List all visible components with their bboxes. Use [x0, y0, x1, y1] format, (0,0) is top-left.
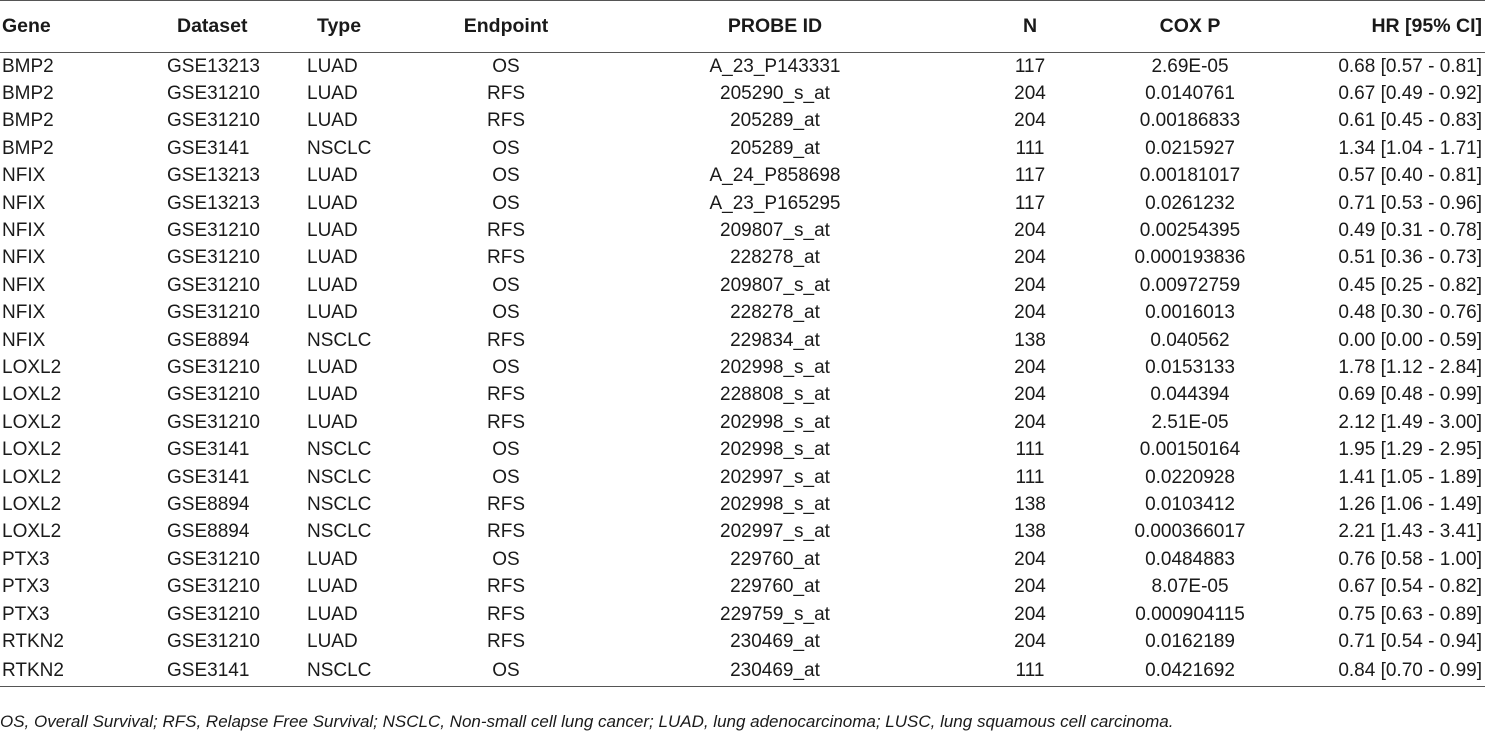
- cell-probe-id: 229834_at: [730, 329, 820, 351]
- cell-gene: LOXL2: [2, 439, 62, 461]
- cell-n: 138: [1014, 329, 1046, 351]
- cell-cox-p: 0.0016013: [1145, 302, 1235, 324]
- cell-hr-ci: 0.71 [0.54 - 0.94]: [1338, 630, 1482, 652]
- cell-endpoint: OS: [492, 548, 520, 570]
- cell-gene: PTX3: [2, 603, 50, 625]
- cell-hr-ci: 0.75 [0.63 - 0.89]: [1338, 603, 1482, 625]
- cell-probe-id: 209807_s_at: [720, 274, 830, 296]
- table-row: [0, 464, 1485, 491]
- cell-n: 138: [1014, 493, 1046, 515]
- cell-n: 204: [1014, 83, 1046, 105]
- table-row: [0, 354, 1485, 381]
- cell-endpoint: OS: [492, 137, 520, 159]
- cell-cox-p: 2.51E-05: [1151, 411, 1229, 433]
- header-dataset: Dataset: [167, 1, 307, 53]
- cell-hr-ci: 0.00 [0.00 - 0.59]: [1338, 329, 1482, 351]
- cell-endpoint: OS: [492, 274, 520, 296]
- cell-dataset: GSE31210: [167, 83, 260, 105]
- cell-gene: LOXL2: [2, 493, 62, 515]
- cell-cox-p: 0.0162189: [1145, 630, 1235, 652]
- table-row: [0, 573, 1485, 600]
- cell-dataset: GSE31210: [167, 603, 260, 625]
- cell-n: 204: [1014, 630, 1046, 652]
- cell-type: LUAD: [307, 411, 358, 433]
- cell-hr-ci: 0.45 [0.25 - 0.82]: [1338, 274, 1482, 296]
- cell-dataset: GSE31210: [167, 247, 260, 269]
- cell-gene: RTKN2: [2, 630, 64, 652]
- cell-probe-id: 202998_s_at: [720, 439, 830, 461]
- cell-type: LUAD: [307, 247, 358, 269]
- cell-cox-p: 0.00254395: [1139, 220, 1241, 242]
- table-row: [0, 656, 1485, 687]
- cell-dataset: GSE13213: [167, 165, 260, 187]
- cell-type: LUAD: [307, 192, 358, 214]
- cell-gene: LOXL2: [2, 466, 62, 488]
- cell-probe-id: A_23_P165295: [709, 192, 841, 214]
- cell-endpoint: RFS: [487, 603, 525, 625]
- cell-n: 117: [1014, 165, 1046, 187]
- cell-n: 204: [1014, 603, 1046, 625]
- cell-dataset: GSE3141: [167, 656, 307, 687]
- cell-endpoint: RFS: [487, 83, 525, 105]
- header-gene: Gene: [0, 1, 167, 53]
- table-row: [0, 327, 1485, 354]
- cell-cox-p: 0.00972759: [1139, 274, 1241, 296]
- cell-cox-p: 0.00150164: [1139, 439, 1241, 461]
- cell-dataset: GSE31210: [167, 220, 260, 242]
- cell-cox-p: 0.0220928: [1145, 466, 1235, 488]
- table-row: [0, 300, 1485, 327]
- table-row: [0, 382, 1485, 409]
- cell-probe-id: 230469_at: [575, 656, 975, 687]
- cell-dataset: GSE3141: [167, 439, 250, 461]
- cell-dataset: GSE8894: [167, 493, 250, 515]
- cell-endpoint: RFS: [487, 247, 525, 269]
- table-row: [0, 217, 1485, 244]
- cell-type: NSCLC: [307, 521, 372, 543]
- cell-cox-p: 0.0153133: [1145, 356, 1235, 378]
- cell-dataset: GSE31210: [167, 110, 260, 132]
- cell-n: 204: [1014, 384, 1046, 406]
- cell-probe-id: 202997_s_at: [720, 466, 830, 488]
- cell-n: 138: [1014, 521, 1046, 543]
- cell-type: NSCLC: [307, 137, 372, 159]
- cell-type: LUAD: [307, 55, 358, 77]
- cell-cox-p: 0.0215927: [1145, 137, 1235, 159]
- cell-cox-p: 0.00181017: [1139, 165, 1241, 187]
- cell-cox-p: 0.040562: [1150, 329, 1230, 351]
- cell-cox-p: 0.0261232: [1145, 192, 1235, 214]
- cell-dataset: GSE3141: [167, 137, 250, 159]
- table-row: [0, 491, 1485, 518]
- cell-endpoint: OS: [437, 656, 575, 687]
- cell-hr-ci: 0.84 [0.70 - 0.99]: [1295, 656, 1485, 687]
- cell-gene: LOXL2: [2, 384, 62, 406]
- cell-endpoint: OS: [492, 165, 520, 187]
- cell-dataset: GSE31210: [167, 274, 260, 296]
- cell-cox-p: 0.000904115: [1135, 603, 1245, 625]
- cell-dataset: GSE31210: [167, 356, 260, 378]
- cell-cox-p: 0.000193836: [1134, 247, 1246, 269]
- cell-n: 204: [1014, 302, 1046, 324]
- table-row: [0, 546, 1485, 573]
- cell-endpoint: OS: [492, 356, 520, 378]
- cell-endpoint: OS: [492, 439, 520, 461]
- cell-gene: NFIX: [2, 192, 46, 214]
- cell-n: 204: [1014, 247, 1046, 269]
- header-hr-ci: HR [95% CI]: [1295, 1, 1485, 53]
- cell-type: LUAD: [307, 630, 358, 652]
- cell-dataset: GSE31210: [167, 548, 260, 570]
- cell-gene: NFIX: [2, 302, 46, 324]
- cell-probe-id: 205290_s_at: [720, 83, 830, 105]
- cell-gene: BMP2: [2, 83, 54, 105]
- header-row: [0, 1, 1485, 53]
- cell-probe-id: 202998_s_at: [720, 493, 830, 515]
- cell-cox-p: 8.07E-05: [1151, 576, 1229, 598]
- cell-dataset: GSE13213: [167, 55, 260, 77]
- cell-type: LUAD: [307, 302, 358, 324]
- cell-hr-ci: 2.21 [1.43 - 3.41]: [1338, 521, 1482, 543]
- cell-hr-ci: 0.69 [0.48 - 0.99]: [1338, 384, 1482, 406]
- table-row: [0, 519, 1485, 546]
- cell-hr-ci: 2.12 [1.49 - 3.00]: [1338, 411, 1482, 433]
- cell-gene: PTX3: [2, 576, 50, 598]
- cell-hr-ci: 0.61 [0.45 - 0.83]: [1338, 110, 1482, 132]
- table-row: [0, 409, 1485, 436]
- cell-dataset: GSE31210: [167, 576, 260, 598]
- cell-type: LUAD: [307, 220, 358, 242]
- cell-probe-id: 202998_s_at: [720, 411, 830, 433]
- cell-type: LUAD: [307, 384, 358, 406]
- cell-dataset: GSE31210: [167, 411, 260, 433]
- cell-type: LUAD: [307, 83, 358, 105]
- cell-hr-ci: 1.95 [1.29 - 2.95]: [1338, 439, 1482, 461]
- cell-probe-id: 229759_s_at: [720, 603, 830, 625]
- cell-endpoint: RFS: [487, 329, 525, 351]
- cell-n: 204: [1014, 548, 1046, 570]
- cell-endpoint: RFS: [487, 384, 525, 406]
- cell-probe-id: 202998_s_at: [720, 356, 830, 378]
- cell-n: 204: [1014, 576, 1046, 598]
- cell-type: LUAD: [307, 356, 358, 378]
- cell-type: NSCLC: [307, 329, 372, 351]
- table-row: [0, 245, 1485, 272]
- cell-hr-ci: 0.67 [0.54 - 0.82]: [1338, 576, 1482, 598]
- cell-n: 204: [1014, 220, 1046, 242]
- cell-n: 111: [975, 656, 1085, 687]
- cell-endpoint: RFS: [487, 521, 525, 543]
- cell-type: LUAD: [307, 603, 358, 625]
- cell-n: 111: [1015, 439, 1045, 461]
- table-row: [0, 108, 1485, 135]
- cell-probe-id: 228808_s_at: [720, 384, 830, 406]
- cell-n: 204: [1014, 356, 1046, 378]
- header-probe-id: PROBE ID: [575, 1, 975, 53]
- cell-gene: BMP2: [2, 137, 54, 159]
- header-cox-p: COX P: [1085, 1, 1295, 53]
- table-row: [0, 163, 1485, 190]
- cell-cox-p: 0.000366017: [1134, 521, 1246, 543]
- cell-cox-p: 0.0484883: [1145, 548, 1235, 570]
- cell-probe-id: 228278_at: [730, 302, 820, 324]
- cell-probe-id: 205289_at: [730, 110, 820, 132]
- cell-cox-p: 0.0421692: [1085, 656, 1295, 687]
- table-row: [0, 80, 1485, 107]
- cell-type: LUAD: [307, 576, 358, 598]
- cell-gene: BMP2: [2, 55, 54, 77]
- cell-gene: RTKN2: [0, 656, 167, 687]
- cell-dataset: GSE8894: [167, 329, 250, 351]
- cell-endpoint: RFS: [487, 110, 525, 132]
- cell-gene: PTX3: [2, 548, 50, 570]
- cell-dataset: GSE8894: [167, 521, 250, 543]
- cell-endpoint: OS: [492, 192, 520, 214]
- table-row: [0, 135, 1485, 162]
- cell-type: NSCLC: [307, 493, 372, 515]
- cell-probe-id: 230469_at: [730, 630, 820, 652]
- cell-probe-id: 202997_s_at: [720, 521, 830, 543]
- cell-n: 117: [1014, 192, 1046, 214]
- cell-type: LUAD: [307, 165, 358, 187]
- header-n: N: [975, 1, 1085, 53]
- cell-type: NSCLC: [307, 466, 372, 488]
- header-type: Type: [307, 1, 437, 53]
- cell-endpoint: OS: [492, 302, 520, 324]
- cell-gene: NFIX: [2, 329, 46, 351]
- cell-probe-id: 229760_at: [730, 576, 820, 598]
- cell-hr-ci: 0.76 [0.58 - 1.00]: [1338, 548, 1482, 570]
- cell-endpoint: RFS: [487, 493, 525, 515]
- cell-hr-ci: 1.34 [1.04 - 1.71]: [1338, 137, 1482, 159]
- cell-probe-id: 205289_at: [730, 137, 820, 159]
- cell-dataset: GSE31210: [167, 630, 260, 652]
- cell-hr-ci: 0.67 [0.49 - 0.92]: [1338, 83, 1482, 105]
- cell-cox-p: 0.00186833: [1139, 110, 1241, 132]
- table-header: [0, 1, 1485, 53]
- cell-probe-id: A_23_P143331: [709, 55, 841, 77]
- cell-hr-ci: 1.41 [1.05 - 1.89]: [1338, 466, 1482, 488]
- cell-probe-id: 209807_s_at: [720, 220, 830, 242]
- table-row: [0, 272, 1485, 299]
- cell-n: 204: [1014, 110, 1046, 132]
- cell-hr-ci: 1.78 [1.12 - 2.84]: [1338, 356, 1482, 378]
- cell-type: LUAD: [307, 548, 358, 570]
- cell-n: 204: [1014, 274, 1046, 296]
- cell-dataset: GSE31210: [167, 302, 260, 324]
- cell-n: 111: [1015, 466, 1045, 488]
- cell-hr-ci: 0.49 [0.31 - 0.78]: [1338, 220, 1482, 242]
- cell-gene: NFIX: [2, 247, 46, 269]
- cell-type: NSCLC: [307, 656, 437, 687]
- cell-endpoint: RFS: [487, 220, 525, 242]
- cell-endpoint: RFS: [487, 630, 525, 652]
- cell-cox-p: 2.69E-05: [1151, 55, 1229, 77]
- cell-gene: LOXL2: [2, 411, 62, 433]
- cell-n: 204: [1014, 411, 1046, 433]
- cell-endpoint: OS: [492, 55, 520, 77]
- cell-probe-id: A_24_P858698: [709, 165, 841, 187]
- cell-type: LUAD: [307, 274, 358, 296]
- cell-type: NSCLC: [307, 439, 372, 461]
- cell-dataset: GSE31210: [167, 384, 260, 406]
- table-footnote: OS, Overall Survival; RFS, Relapse Free Survival; NSCLC, Non-small cell lung cancer; LUAD, lung adenocarcinoma; LUSC, lung squamous cell carcinoma.: [0, 712, 1174, 731]
- cell-dataset: GSE13213: [167, 192, 260, 214]
- cell-n: 111: [1015, 137, 1045, 159]
- cell-gene: BMP2: [2, 110, 54, 132]
- cell-hr-ci: 1.26 [1.06 - 1.49]: [1338, 493, 1482, 515]
- cell-endpoint: RFS: [487, 576, 525, 598]
- cell-gene: LOXL2: [2, 356, 62, 378]
- table-row: [0, 53, 1485, 81]
- cell-probe-id: 228278_at: [730, 247, 820, 269]
- cell-cox-p: 0.0140761: [1145, 83, 1235, 105]
- cell-endpoint: RFS: [487, 411, 525, 433]
- cell-dataset: GSE3141: [167, 466, 250, 488]
- table-body: [0, 53, 1485, 687]
- cell-endpoint: OS: [492, 466, 520, 488]
- cell-hr-ci: 0.68 [0.57 - 0.81]: [1338, 55, 1482, 77]
- cell-hr-ci: 0.48 [0.30 - 0.76]: [1338, 302, 1482, 324]
- cell-hr-ci: 0.57 [0.40 - 0.81]: [1338, 165, 1482, 187]
- table-row: [0, 190, 1485, 217]
- cell-hr-ci: 0.51 [0.36 - 0.73]: [1338, 247, 1482, 269]
- table-row: [0, 628, 1485, 655]
- cell-gene: LOXL2: [2, 521, 62, 543]
- cell-gene: NFIX: [2, 165, 46, 187]
- cell-n: 117: [1014, 55, 1046, 77]
- cell-type: LUAD: [307, 110, 358, 132]
- table-row: [0, 436, 1485, 463]
- cell-hr-ci: 0.71 [0.53 - 0.96]: [1338, 192, 1482, 214]
- table-row: [0, 601, 1485, 628]
- header-endpoint: Endpoint: [437, 1, 575, 53]
- cell-cox-p: 0.044394: [1150, 384, 1230, 406]
- cell-gene: NFIX: [2, 274, 46, 296]
- cell-cox-p: 0.0103412: [1145, 493, 1235, 515]
- cell-probe-id: 229760_at: [730, 548, 820, 570]
- cell-gene: NFIX: [2, 220, 46, 242]
